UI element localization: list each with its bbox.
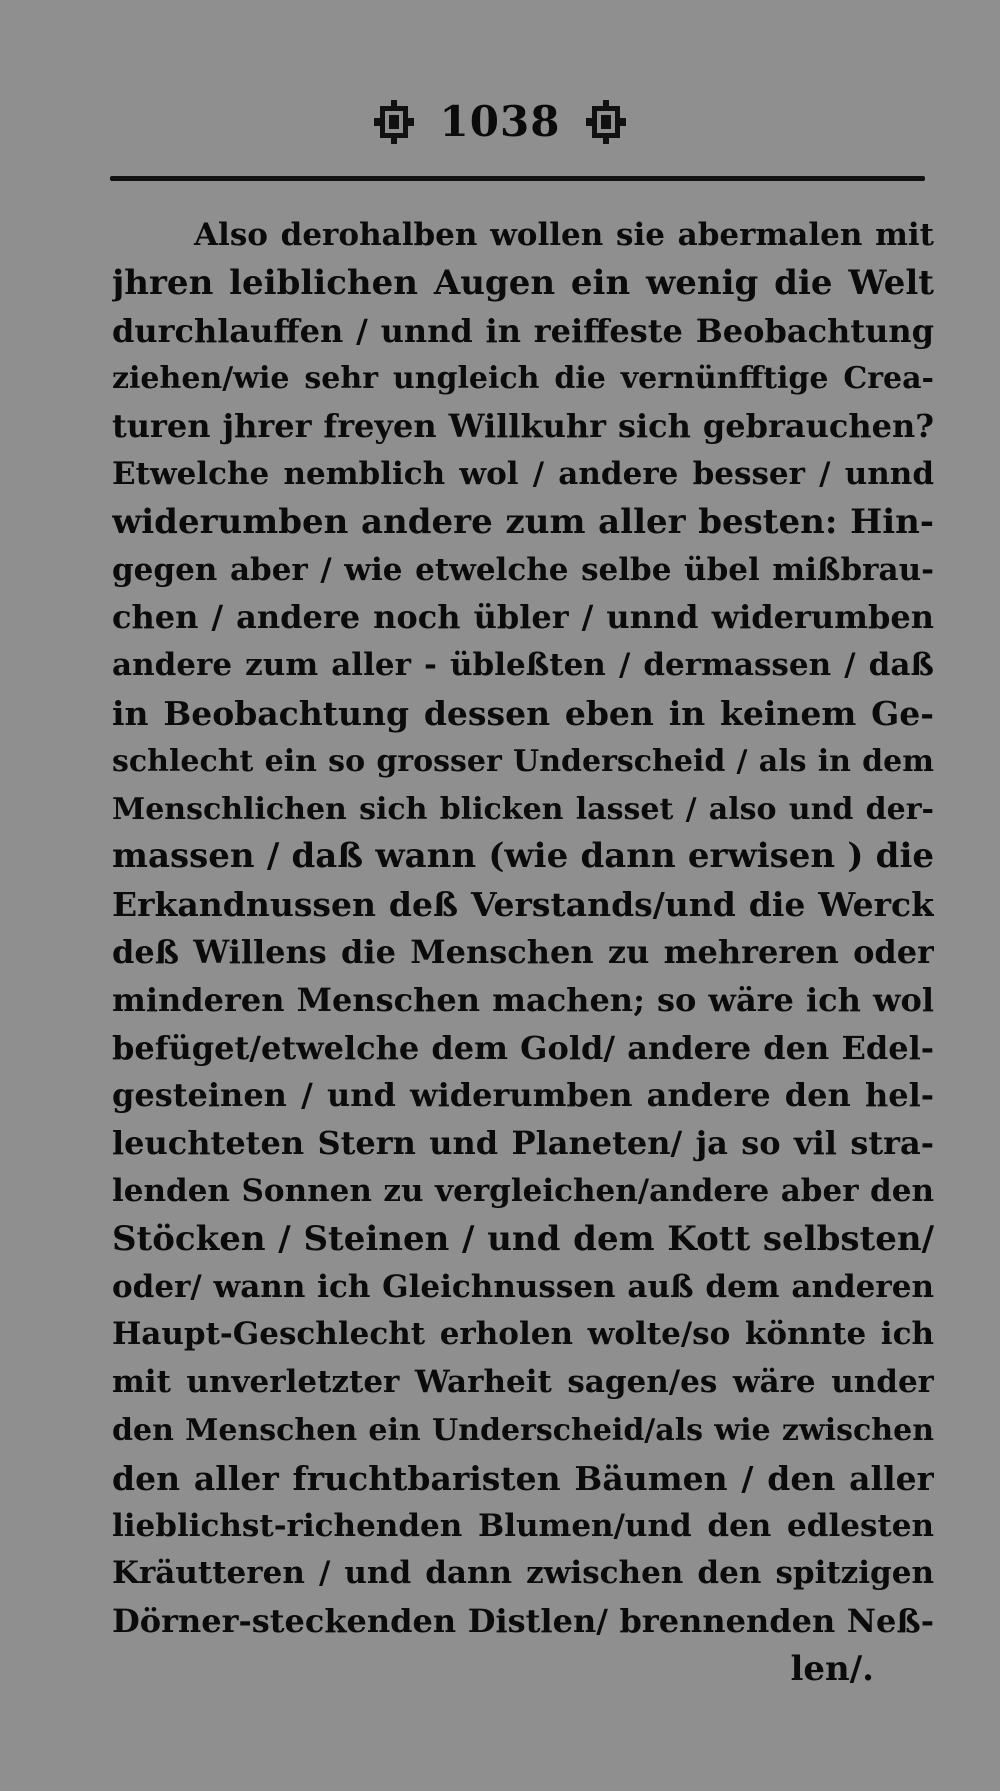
body-text: [112, 212, 934, 1694]
text-line: in Beobachtung dessen eben in keinem Ge-: [112, 693, 934, 733]
text-line: minderen Menschen machen; so wäre ich wol: [112, 980, 934, 1019]
text-line: durchlauffen / unnd in reiffeste Beobachtung: [112, 311, 934, 350]
text-line: mit unverletzter Warheit sagen/es wäre under: [112, 1364, 934, 1401]
text-line: Erkandnussen deß Verstands/und die Werck: [112, 885, 934, 925]
text-line: gegen aber / wie etwelche selbe übel mißbrau-: [112, 551, 934, 588]
text-line: leuchteten Stern und Planeten/ ja so vil stra-: [112, 1124, 934, 1163]
text-line: turen jhrer freyen Willkuhr sich gebrauchen?: [112, 407, 934, 446]
text-line: widerumben andere zum aller besten: Hin-: [112, 501, 934, 542]
ornament-icon: [374, 100, 414, 144]
text-line: ziehen/wie sehr ungleich die vernünfftige Crea-: [112, 361, 934, 397]
text-line: den aller fruchtbaristen Bäumen / den aller: [112, 1458, 934, 1498]
text-line: Dörner-steckenden Distlen/ brennenden Neß-: [112, 1602, 934, 1641]
text-line: oder/ wann ich Gleichnussen auß dem anderen: [112, 1268, 934, 1305]
text-line: gesteinen / und widerumben andere den hel-: [112, 1076, 934, 1115]
text-line: schlecht ein so grosser Underscheid / als in dem: [112, 743, 934, 779]
ornament-icon: [586, 100, 626, 144]
page-header: [0, 92, 1000, 152]
text-line: Also derohalben wollen sie abermalen mit: [194, 217, 934, 253]
text-line: Stöcken / Steinen / und dem Kott selbsten/: [112, 1218, 934, 1259]
header-rule: [110, 176, 925, 181]
text-line: befüget/etwelche dem Gold/ andere den Edel-: [112, 1028, 934, 1067]
text-line: lieblichst-richenden Blumen/und den edlesten: [112, 1507, 934, 1544]
text-line: Etwelche nemblich wol / andere besser / unnd: [112, 455, 934, 492]
text-line: den Menschen ein Underscheid/als wie zwischen: [112, 1412, 934, 1448]
text-line: chen / andere noch übler / unnd widerumben: [112, 598, 934, 637]
page-number: 1038: [439, 97, 561, 146]
text-line: jhren leiblichen Augen ein wenig die Welt: [112, 262, 934, 303]
text-line: len/.: [790, 1648, 874, 1689]
text-line: andere zum aller - übleßten / dermassen / daß: [112, 647, 934, 684]
text-line: Kräutteren / und dann zwischen den spitzigen: [112, 1555, 934, 1592]
text-line: lenden Sonnen zu vergleichen/andere aber den: [112, 1172, 934, 1209]
text-line: Menschlichen sich blicken lasset / also und der-: [112, 791, 934, 827]
text-line: Haupt-Geschlecht erholen wolte/so könnte ich: [112, 1316, 934, 1353]
text-line: massen / daß wann (wie dann erwisen ) die: [112, 836, 934, 877]
text-line: deß Willens die Menschen zu mehreren oder: [112, 932, 934, 971]
